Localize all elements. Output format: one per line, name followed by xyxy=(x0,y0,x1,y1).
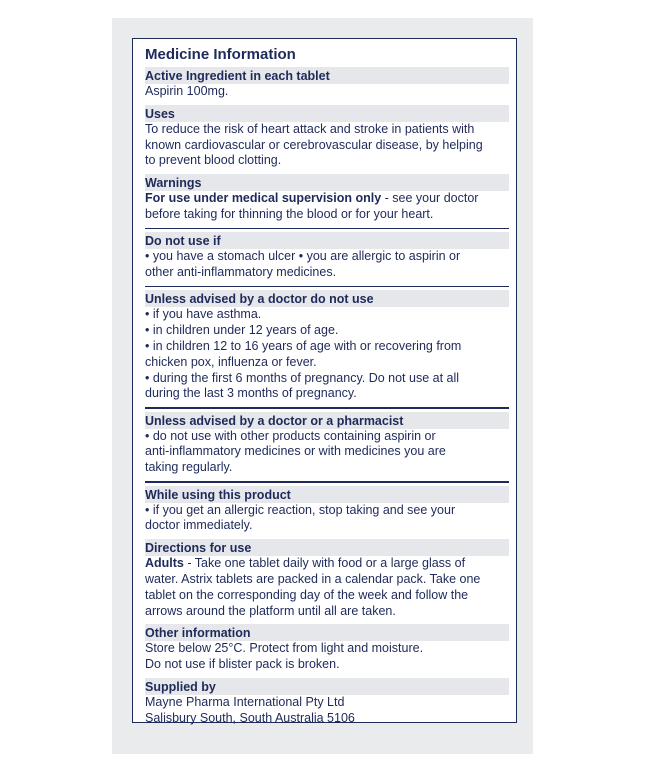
section-active-ingredient xyxy=(145,67,509,100)
divider xyxy=(145,407,509,409)
section-body xyxy=(145,122,509,169)
body-line: To reduce the risk of heart attack and stroke in patients with xyxy=(145,121,475,136)
section-warnings xyxy=(145,174,509,223)
section-body xyxy=(145,307,509,402)
section-doctor xyxy=(145,290,509,402)
body-line: Aspirin 100mg. xyxy=(145,84,229,98)
section-body xyxy=(145,429,509,476)
section-body xyxy=(145,84,509,100)
section-body xyxy=(145,556,509,619)
body-line: to prevent blood clotting. xyxy=(145,153,282,168)
section-body xyxy=(145,249,509,281)
body-line: doctor immediately. xyxy=(145,518,253,533)
section-header: Do not use if xyxy=(145,232,509,249)
body-line: • you have a stomach ulcer • you are allergic to aspirin or xyxy=(145,249,461,264)
lead-rest: - Take one tablet daily with food or a large glass of xyxy=(183,556,466,571)
body-line: Mayne Pharma International Pty Ltd xyxy=(145,694,345,709)
body-line: Store below 25°C. Protect from light and moisture. xyxy=(145,641,424,656)
body-line: during the last 3 months of pregnancy. xyxy=(145,386,357,401)
body-line: other anti-inflammatory medicines. xyxy=(145,265,337,280)
body-line: • if you get an allergic reaction, stop taking and see your xyxy=(145,502,456,517)
section-do-not-use xyxy=(145,232,509,281)
section-pharmacist xyxy=(145,412,509,476)
section-while-using xyxy=(145,486,509,535)
body-line: • in children 12 to 16 years of age with or recovering from xyxy=(145,338,462,353)
section-header: Directions for use xyxy=(145,539,509,556)
bold-lead: Adults xyxy=(145,556,184,571)
body-line: tablet on the corresponding day of the week and follow the xyxy=(145,587,469,602)
section-header: Unless advised by a doctor do not use xyxy=(145,290,509,307)
section-header: Other information xyxy=(145,624,509,641)
body-line: anti-inflammatory medicines or with medicines you are xyxy=(145,444,446,459)
divider xyxy=(145,481,509,483)
body-line: known cardiovascular or cerebrovascular disease, by helping xyxy=(145,137,483,152)
section-header: Active Ingredient in each tablet xyxy=(145,67,509,84)
body-line: Do not use if blister pack is broken. xyxy=(145,657,340,672)
panel-title: Medicine Information xyxy=(145,46,296,63)
section-header: Uses xyxy=(145,105,509,122)
body-line: Salisbury South, South Australia 5106 xyxy=(145,710,355,725)
lead-rest: - see your doctor xyxy=(381,191,479,206)
body-line: • do not use with other products containing aspirin or xyxy=(145,428,436,443)
panel-content xyxy=(145,45,509,727)
section-supplied-by xyxy=(145,678,509,727)
body-line: arrows around the platform until all are taken. xyxy=(145,603,396,618)
body-line: • if you have asthma. xyxy=(145,307,262,322)
section-uses xyxy=(145,105,509,169)
divider xyxy=(145,228,509,230)
bold-lead: For use under medical supervision only xyxy=(145,191,382,206)
section-header: Warnings xyxy=(145,174,509,191)
section-body xyxy=(145,503,509,535)
section-header: Unless advised by a doctor or a pharmacist xyxy=(145,412,509,429)
body-line: water. Astrix tablets are packed in a calendar pack. Take one xyxy=(145,571,481,586)
body-line: • during the first 6 months of pregnancy. Do not use at all xyxy=(145,370,460,385)
section-header: While using this product xyxy=(145,486,509,503)
section-header: Supplied by xyxy=(145,678,509,695)
section-body xyxy=(145,695,509,727)
section-body xyxy=(145,641,509,673)
divider xyxy=(145,286,509,288)
section-body xyxy=(145,191,509,223)
section-other-information xyxy=(145,624,509,673)
medicine-information-panel xyxy=(132,38,517,723)
body-line: • in children under 12 years of age. xyxy=(145,323,339,338)
body-line: before taking for thinning the blood or for your heart. xyxy=(145,206,434,221)
body-line: chicken pox, influenza or fever. xyxy=(145,354,317,369)
body-line: taking regularly. xyxy=(145,460,233,475)
body-line xyxy=(145,556,509,572)
section-directions xyxy=(145,539,509,619)
body-line xyxy=(145,191,509,207)
